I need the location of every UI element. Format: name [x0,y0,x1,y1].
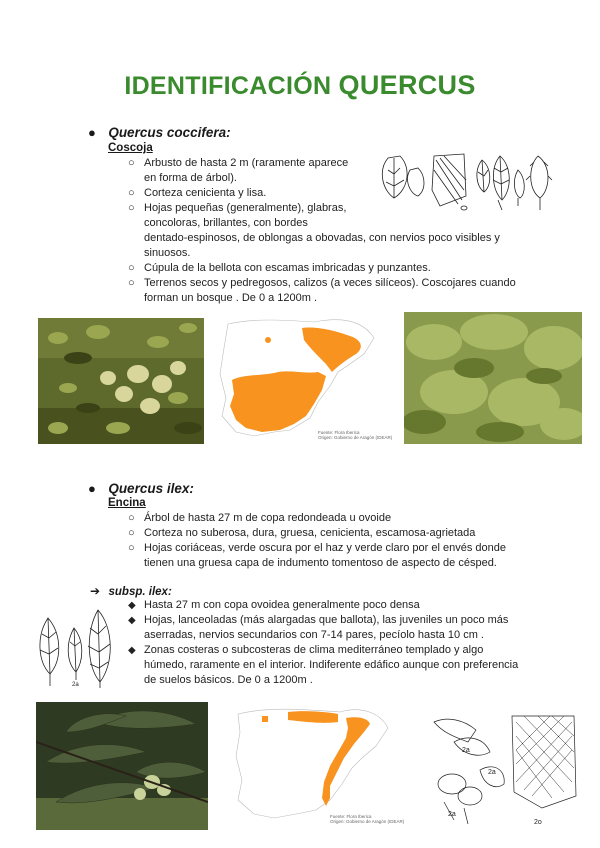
list-item-text: Zonas costeras o subcosteras de clima mediterráneo templado y algo [144,644,484,656]
list-item-text: Hojas pequeñas (generalmente), glabras, [144,202,347,214]
list-item-text: Hojas coriáceas, verde oscura por el haz y verde claro por el envés donde [144,542,506,554]
list-item [128,526,538,541]
list-item [128,643,538,688]
subsp-list [128,598,538,688]
page-title [0,70,600,101]
subsp-label: subsp. ilex: [108,586,172,598]
species2-common-name: Encina [108,497,146,509]
species2-list [128,511,538,571]
list-item [128,276,528,306]
coccifera-branch-photo [38,318,204,444]
title-part1: IDENTIFICACIÓN [124,72,339,100]
circle-bullet-icon: ○ [128,262,135,274]
diamond-bullet-icon: ◆ [128,645,136,656]
list-item-text: en forma de árbol). [144,172,237,184]
list-item-text: tienen una gruesa capa de indumento tomentoso de aspecto de césped. [144,557,497,569]
list-item-text: Corteza no suberosa, dura, gruesa, cenicienta, escamosa-agrietada [144,527,476,539]
list-item-text: húmedo, raramente en el interior. Indiferente edáfico aunque con preferencia [144,659,519,671]
drawing-label: 2o [534,819,542,826]
list-item [128,598,538,613]
list-item-text: Cúpula de la bellota con escamas imbricadas y punzantes. [144,262,431,274]
ilex-branch-photo [36,702,208,830]
circle-bullet-icon: ○ [128,527,135,539]
list-item-text: concoloras, brillantes, con bordes [144,217,308,229]
arrow-icon: ➔ [90,584,101,598]
list-item [128,541,538,571]
species2-heading [88,480,194,498]
diamond-bullet-icon: ◆ [128,615,136,626]
species1-common-name: Coscoja [108,142,153,154]
coccifera-leaf-drawings [378,150,574,214]
list-item-text: sinuosos. [144,247,191,259]
coccifera-map-caption [318,430,398,440]
species2-name: Quercus ilex: [108,481,194,496]
list-item-text: Corteza cenicienta y lisa. [144,187,267,199]
drawing-label: 2a [488,769,496,776]
list-item [128,511,538,526]
circle-bullet-icon: ○ [128,512,135,524]
circle-bullet-icon: ○ [128,187,135,199]
ilex-map-caption [330,814,410,824]
bullet-icon: ● [88,125,96,140]
list-item-text: Terrenos secos y pedregosos, calizos (a veces silíceos). Coscojares cuando [144,277,516,289]
list-item [128,261,528,276]
map-caption-line: Fuente: Flora Iberica [318,430,360,435]
coccifera-shrub-photo [404,312,582,444]
species1-heading [88,124,231,142]
list-item-text: dentado-espinosos, de oblongas a obovadas, con nervios poco visibles y [144,232,500,244]
list-item-text: Arbusto de hasta 2 m (raramente aparece [144,157,349,169]
ilex-leaf-drawings [34,606,114,690]
circle-bullet-icon: ○ [128,277,135,289]
list-item-text: de suelos básicos. De 0 a 1200m . [144,674,313,686]
list-item-text: forman un bosque . De 0 a 1200m . [144,292,318,304]
list-item-text: Árbol de hasta 27 m de copa redondeada u ovoide [144,512,392,524]
map-caption-line: Origen: Gobierno de Aragón (IDEAR) [318,435,393,440]
drawing-label: 2a [462,747,470,754]
ilex-distribution-map [230,702,400,828]
coccifera-distribution-map [214,314,400,444]
list-item-text: Hojas, lanceoladas (más alargadas que ballota), las juveniles un poco más [144,614,509,626]
ilex-botanical-drawings [424,712,580,832]
map-caption-line: Origen: Gobierno de Aragón (IDEAR) [330,819,405,824]
list-item-text: aserradas, nervios secundarios con 7-14 pares, pecíolo hasta 10 cm . [144,629,484,641]
map-caption-line: Fuente: Flora Iberica [330,814,372,819]
species1-name: Quercus coccifera: [108,125,231,140]
diamond-bullet-icon: ◆ [128,600,136,611]
drawing-label: 2a [72,682,79,688]
circle-bullet-icon: ○ [128,542,135,554]
bullet-icon: ● [88,481,96,496]
title-part2: QUERCUS [338,70,476,100]
circle-bullet-icon: ○ [128,157,135,169]
circle-bullet-icon: ○ [128,202,135,214]
drawing-label: 2a [448,811,456,818]
list-item [128,613,538,643]
list-item-text: Hasta 27 m con copa ovoidea generalmente poco densa [144,599,420,611]
